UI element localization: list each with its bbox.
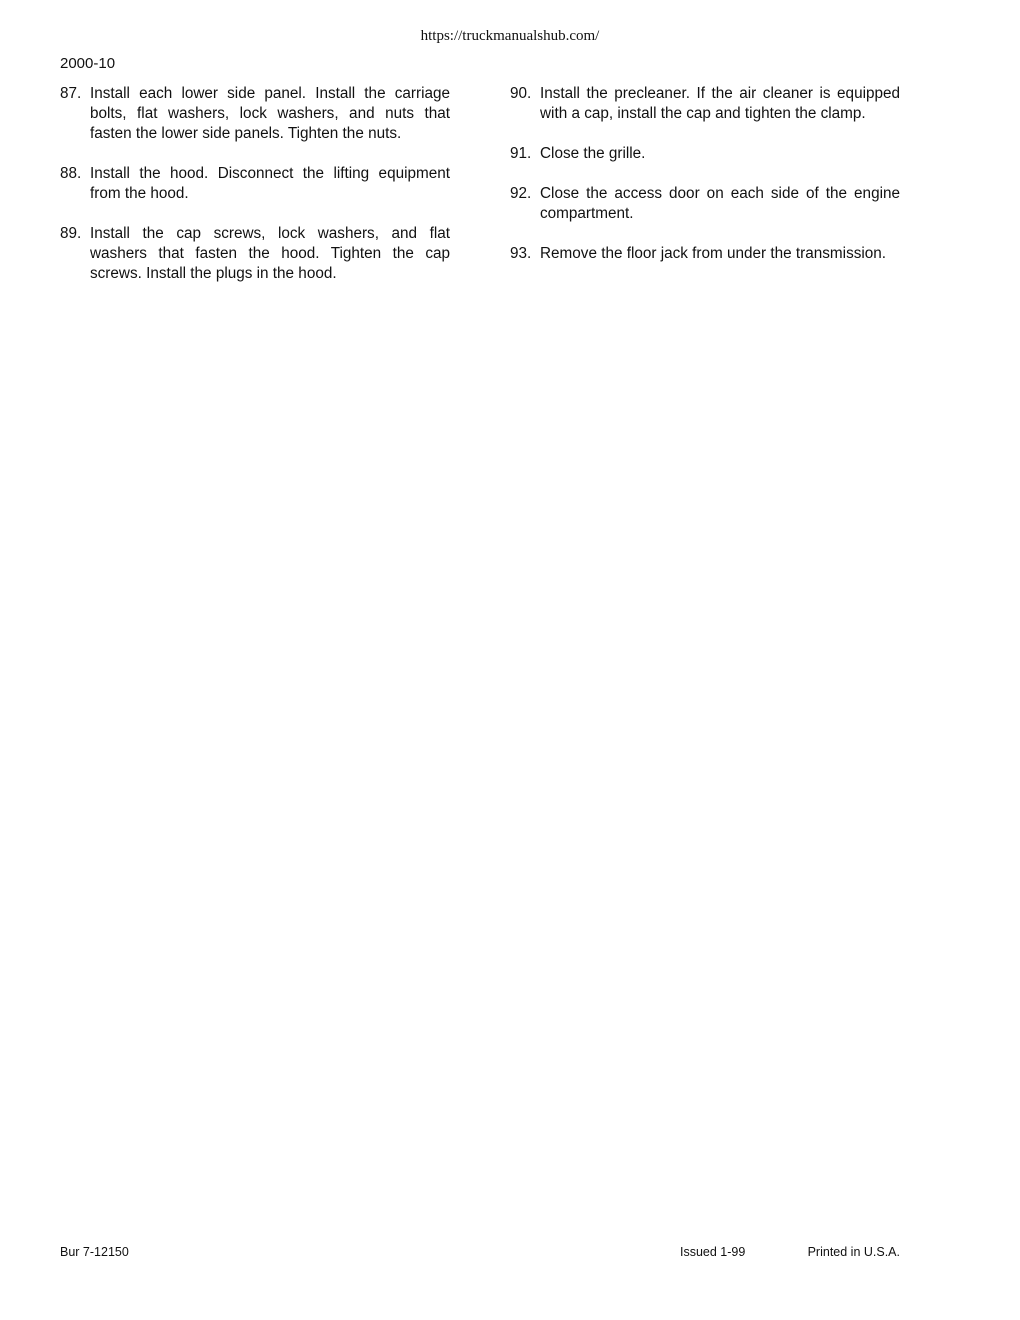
- document-id: Bur 7-12150: [60, 1245, 129, 1259]
- step-88: [60, 164, 450, 204]
- step-number: 87.: [60, 85, 82, 102]
- step-number: 93.: [510, 245, 532, 262]
- left-column: [60, 84, 450, 284]
- step-text: Remove the floor jack from under the transmission.: [540, 245, 887, 262]
- right-column: [510, 84, 900, 264]
- step-number: 88.: [60, 165, 82, 182]
- page-number: 2000-10: [60, 55, 116, 72]
- issue-date: Issued 1-99: [680, 1245, 746, 1259]
- step-number: 89.: [60, 225, 82, 242]
- step-91: [510, 144, 900, 164]
- step-93: [510, 244, 900, 264]
- step-text: Close the access door on each side of the engine compartment.: [540, 185, 900, 222]
- printed-location: Printed in U.S.A.: [807, 1245, 900, 1259]
- step-text: Install the precleaner. If the air cleaner is equipped with a cap, install the cap and tighten the clamp.: [540, 85, 900, 122]
- step-90: [510, 84, 900, 124]
- step-87: [60, 84, 450, 144]
- step-89: [60, 224, 450, 284]
- step-text: Install the hood. Disconnect the lifting equipment from the hood.: [90, 165, 450, 202]
- step-92: [510, 184, 900, 224]
- step-text: Close the grille.: [540, 145, 646, 162]
- step-text: Install each lower side panel. Install the carriage bolts, flat washers, lock washers, and nuts that fasten the lower side panels. Tighten the nuts.: [90, 85, 450, 142]
- step-text: Install the cap screws, lock washers, and flat washers that fasten the hood. Tighten the cap screws. Install the plugs in the hood.: [90, 225, 450, 282]
- source-url: https://truckmanualshub.com/: [420, 28, 600, 44]
- step-number: 91.: [510, 145, 532, 162]
- step-number: 90.: [510, 85, 532, 102]
- step-number: 92.: [510, 185, 532, 202]
